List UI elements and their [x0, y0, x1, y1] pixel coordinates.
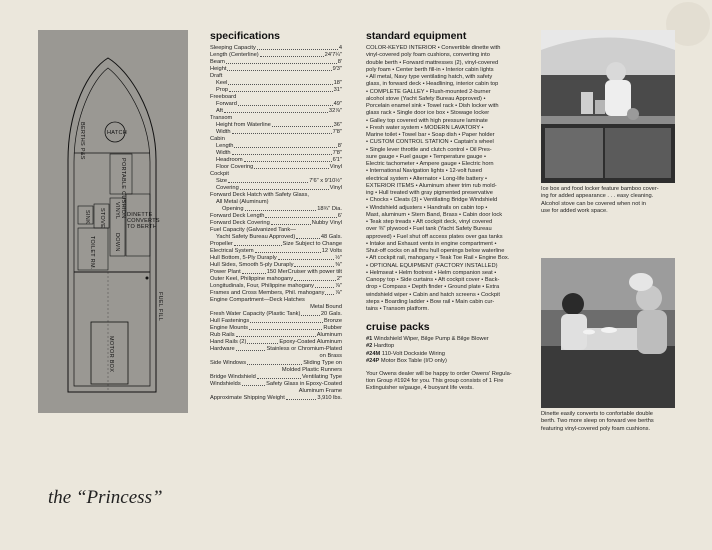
equipment-line: alcohol stove (Yacht Safety Bureau Approved) • — [366, 95, 486, 102]
spec-key: Electrical System — [210, 248, 254, 254]
standard-equipment-title: standard equipment — [366, 30, 467, 42]
cruise-pack-text: Windshield Wiper, Bilge Pump & Bilge Blower — [373, 336, 489, 343]
spec-key: Power Plant — [210, 269, 241, 275]
spec-row — [210, 248, 342, 255]
spec-key: Hull Fastenings — [210, 318, 250, 324]
spec-value: Size Subject to Change — [282, 241, 342, 247]
dot-leader — [294, 262, 334, 267]
dot-leader — [236, 332, 316, 337]
spec-key: All Metal (Aluminum) — [216, 199, 269, 205]
spec-key: Forward Deck Length — [210, 213, 265, 219]
dot-leader — [272, 122, 333, 127]
dot-leader — [242, 381, 265, 386]
spec-row — [210, 262, 342, 269]
equipment-line: sure gauge • Fuel gauge • Temperature gauge • — [366, 153, 487, 160]
standard-equipment-section — [366, 30, 521, 393]
spec-key: Covering — [216, 185, 239, 191]
spec-row — [210, 129, 342, 136]
dot-leader — [271, 220, 311, 225]
spec-row — [210, 227, 342, 234]
cruise-packs-title: cruise packs — [366, 321, 430, 334]
down-label: DOWN — [114, 233, 120, 252]
specifications-title: specifications — [210, 30, 281, 42]
dot-leader — [232, 150, 332, 155]
spec-row — [210, 332, 342, 339]
spec-key: Width — [216, 129, 231, 135]
dot-leader — [224, 108, 328, 113]
equipment-line: Shut-off cocks on all thru hull openings below waterline — [366, 248, 505, 254]
dinette-photo — [541, 258, 675, 408]
equipment-line: COLOR-KEYED INTERIOR • Convertible dinette with — [366, 45, 501, 51]
spec-value: Nubby Vinyl — [311, 220, 342, 226]
spec-key: Hand Rails (2) — [210, 339, 247, 345]
spec-value: 24'7¼" — [324, 52, 342, 58]
spec-value: Aluminum Frame — [298, 388, 342, 394]
spec-row — [210, 101, 342, 108]
standard-equipment-text — [366, 45, 521, 313]
spec-row — [210, 59, 342, 66]
spec-row — [210, 360, 342, 367]
spec-key: Transom — [210, 115, 233, 121]
galley-caption — [541, 186, 677, 215]
dot-leader — [325, 290, 334, 295]
deck-plan — [38, 30, 188, 413]
dot-leader — [236, 346, 266, 351]
spec-value: Stainless or Chromium-Plated — [266, 346, 342, 352]
spec-row — [210, 213, 342, 220]
spec-value: Bronze — [323, 318, 342, 324]
equipment-line: Porcelain enamel sink • Towel rack • Dish locker with — [366, 103, 499, 109]
spec-key: Hardware — [210, 346, 235, 352]
dealer-line: tion Group #1924 for you. This group consists of 1 Fire — [366, 378, 504, 385]
equipment-line: electrical system • Alternator • Long-life battery • — [366, 175, 488, 182]
dot-leader — [238, 101, 333, 106]
equipment-line: ing • Hull treated with gray pigmented preservative — [366, 190, 493, 196]
spec-row — [210, 136, 342, 143]
fuel-fill-label: FUEL FILL — [157, 292, 163, 322]
spec-key: Length (Centerline) — [210, 52, 259, 58]
spec-row — [210, 381, 342, 388]
spec-row — [210, 122, 342, 129]
equipment-line: EXTERIOR ITEMS • Aluminum sheer trim rub mold- — [366, 182, 497, 189]
dinette-label-line: TO BERTH — [127, 224, 158, 230]
cruise-pack-text: 110-Volt Dockside Wiring — [381, 350, 445, 357]
spec-row — [210, 311, 342, 318]
cruise-pack-text: Motor Box Table (I/O only) — [380, 357, 447, 364]
spec-value: 48 Gals. — [320, 234, 342, 240]
dot-leader — [242, 269, 266, 274]
spec-row — [210, 52, 342, 59]
spec-key: Longitudinals, Four, Philippine mahogany — [210, 283, 315, 289]
dot-leader — [234, 143, 336, 148]
dot-leader — [255, 248, 321, 253]
spec-row — [210, 374, 342, 381]
spec-row — [210, 192, 342, 199]
spec-value: 8' — [337, 59, 342, 65]
spec-value: 31" — [333, 87, 342, 93]
dot-leader — [296, 234, 320, 239]
spec-row — [210, 143, 342, 150]
spec-value: Aluminum — [316, 332, 342, 338]
spec-value: 7'8" — [332, 129, 342, 135]
spec-value: 2" — [336, 276, 342, 282]
cruise-pack-item — [366, 343, 521, 350]
dot-leader — [294, 276, 336, 281]
equipment-line: • Teak step treads • Aft cockpit deck, vinyl covered — [366, 219, 493, 225]
spec-row — [210, 367, 342, 374]
spec-key: Bridge Windshield — [210, 374, 256, 380]
dot-leader — [228, 80, 332, 85]
equipment-line: • COMPLETE GALLEY • Flush-mounted 2-burner — [366, 88, 491, 95]
spec-value: 7'6" x 9'10½" — [309, 178, 342, 184]
caption-line: ing for added appearance . . . easy cleaning. — [541, 193, 654, 200]
spec-value: on Brass — [319, 353, 342, 359]
berths-label: BERTHS P&S — [79, 122, 85, 160]
spec-key: Width — [216, 150, 231, 156]
spec-key: Forward Deck Hatch with Safety Glass, — [210, 192, 309, 198]
spec-value: 18¾" Dia. — [317, 206, 342, 212]
equipment-line: • Intake and Exhaust vents in engine compartment • — [366, 240, 497, 247]
equipment-line: Canopy top • Side curtains • Aft cockpit cover • Back- — [366, 277, 500, 283]
spec-row — [210, 339, 342, 346]
spec-row — [210, 276, 342, 283]
spec-row — [210, 234, 342, 241]
caption-line: use for added work space. — [541, 207, 608, 214]
spec-row — [210, 220, 342, 227]
equipment-line: • Aft cockpit rail, mahogany • Teak Toe Rail • Engine Box. — [366, 255, 510, 262]
cruise-pack-code: #24P — [366, 357, 380, 364]
spec-key: Sleeping Capacity — [210, 45, 256, 51]
spec-row — [210, 178, 342, 185]
spec-row — [210, 115, 342, 122]
spec-key: Keel — [216, 80, 228, 86]
spec-value: Rubber — [323, 325, 342, 331]
spec-value: 8' — [337, 143, 342, 149]
dot-leader — [250, 318, 323, 323]
spec-value: 20 Gals. — [320, 311, 342, 317]
dinette-label-line: DINETTE — [127, 212, 153, 218]
spec-row — [210, 94, 342, 101]
spec-key: Beam — [210, 59, 225, 65]
equipment-line: approved) • Fuel shut off access plates over gas tanks — [366, 233, 503, 240]
spec-row — [210, 66, 342, 73]
dot-leader — [286, 395, 317, 400]
dot-leader — [245, 206, 317, 211]
dot-leader — [240, 185, 329, 190]
spec-key: Height — [210, 66, 227, 72]
spec-key: Length — [216, 143, 234, 149]
dealer-line: Your Owens dealer will be happy to order Owens' Regula- — [366, 371, 512, 378]
equipment-line: Marine toilet • Towel bar • Soap dish • Paper holder — [366, 132, 495, 138]
cruise-pack-code: #1 — [366, 336, 373, 343]
equipment-line: windshield wiper • Cabin and hatch screens • Cockpit — [366, 291, 500, 298]
dealer-note — [366, 371, 521, 393]
spec-key: Aft — [216, 108, 223, 114]
spec-key: Windshields — [210, 381, 241, 387]
galley-photo — [541, 30, 675, 183]
dinette-photo-image — [541, 258, 675, 408]
spec-row — [210, 297, 342, 304]
spec-key: Opening — [222, 206, 244, 212]
dot-leader — [249, 325, 322, 330]
spec-key: Cockpit — [210, 171, 229, 177]
dinette-label-line: CONVERTS — [127, 218, 160, 224]
toilet-room-label: TOILET RM. — [89, 236, 95, 270]
spec-value: 7'8" — [332, 150, 342, 156]
spec-value: Molded Plastic Runners — [281, 367, 342, 373]
spec-row — [210, 388, 342, 395]
caption-line: Alcohol stove can be covered when not in — [541, 200, 646, 207]
spec-value: 3,910 lbs. — [317, 395, 342, 401]
dinette-caption — [541, 411, 677, 433]
cruise-pack-text: Hardtop — [373, 343, 395, 350]
spec-value: 150 MerCruiser with power tilt — [266, 269, 342, 275]
spec-key: Outer Keel, Philippine mahogany — [210, 276, 294, 282]
equipment-line: • Windshield adjusters • Handrails on cabin top • — [366, 204, 488, 211]
equipment-line: • Single lever throttle and clutch control • Oil Pres- — [366, 146, 492, 153]
spec-key: Headroom — [216, 157, 243, 163]
dot-leader — [229, 87, 333, 92]
spec-value: 6' — [337, 213, 342, 219]
specifications-list — [210, 45, 342, 402]
caption-line: berth. Two more sleep on forward vee berths — [541, 418, 654, 425]
spec-key: Fresh Water Capacity (Plastic Tank) — [210, 311, 301, 317]
motor-box-label: MOTOR BOX — [108, 336, 114, 373]
equipment-line: Mast, aluminum • Stern Band, Brass • Cabin door lock — [366, 211, 503, 218]
dot-leader — [227, 66, 331, 71]
spec-key: Floor Covering — [216, 164, 254, 170]
spec-key: Rub Rails — [210, 332, 235, 338]
equipment-line: • Fresh water system • MODERN LAVATORY • — [366, 124, 484, 131]
dot-leader — [278, 255, 335, 260]
dot-leader — [232, 129, 332, 134]
spec-row — [210, 283, 342, 290]
spec-value: 32⅞" — [328, 108, 342, 114]
dinette-label — [127, 212, 160, 230]
spec-value: 9'3" — [332, 66, 342, 72]
spec-key: Draft — [210, 73, 223, 79]
spec-value: Epoxy-Coated Aluminum — [279, 339, 342, 345]
spec-key: Approximate Shipping Weight — [210, 395, 285, 401]
spec-row — [210, 353, 342, 360]
cruise-pack-item — [366, 358, 521, 365]
spec-value: 6'1" — [332, 157, 342, 163]
spec-row — [210, 255, 342, 262]
spec-row — [210, 325, 342, 332]
spec-key: Side Windows — [210, 360, 247, 366]
dot-leader — [315, 283, 334, 288]
equipment-line: • CUSTOM CONTROL STATION • Captain's wheel — [366, 139, 494, 146]
equipment-line: glass, in forward deck • Headlining, interior cabin top — [366, 81, 499, 88]
equipment-line: tains • Transom platform. — [366, 306, 429, 312]
spec-row — [210, 73, 342, 80]
dot-leader — [234, 241, 282, 246]
equipment-line: steps • Boarding ladder • Bow rail • Main cabin cur- — [366, 298, 495, 305]
cruise-packs-list — [366, 336, 521, 365]
specifications-section — [210, 30, 342, 402]
spec-row — [210, 346, 342, 353]
page-title: the “Princess” — [48, 487, 163, 508]
equipment-line: • OPTIONAL EQUIPMENT (FACTORY INSTALLED) — [366, 262, 498, 269]
spec-row — [210, 108, 342, 115]
spec-key: Hull Sides, Smooth 5-ply Duraply — [210, 262, 294, 268]
dot-leader — [247, 339, 278, 344]
dot-leader — [301, 311, 319, 316]
galley-photo-image — [541, 30, 675, 183]
spec-row — [210, 206, 342, 213]
portable-cushion-label: PORTABLE CUSHION — [120, 158, 126, 219]
caption-line: Ice box and food locker feature bamboo cover- — [541, 186, 659, 192]
equipment-line: Electric tachometer • Ampere gauge • Electric horn — [366, 161, 494, 167]
dot-leader — [265, 213, 336, 218]
equipment-line: glass rack • Single door ice box • Stowage locker — [366, 110, 490, 117]
caption-line: featuring vinyl-covered poly foam cushions. — [541, 425, 651, 432]
spec-row — [210, 157, 342, 164]
dot-leader — [257, 45, 338, 50]
equipment-line: over ⅜" plywood • Fuel tank (Yacht Safety Bureau — [366, 226, 492, 233]
spec-value: Vinyl — [329, 164, 342, 170]
spec-key: Fuel Capacity (Galvanized Tank— — [210, 227, 296, 233]
spec-key: Yacht Safety Bureau Approved) — [216, 234, 296, 240]
dot-leader — [257, 374, 301, 379]
cruise-pack-item — [366, 351, 521, 358]
spec-key: Engine Mounts — [210, 325, 248, 331]
sink-label: SINK — [84, 210, 90, 225]
dot-leader — [247, 360, 302, 365]
spec-value: 49" — [333, 101, 342, 107]
spec-row — [210, 80, 342, 87]
dot-leader — [226, 59, 337, 64]
spec-row — [210, 199, 342, 206]
spec-row — [210, 395, 342, 402]
spec-value: ⅞" — [335, 290, 342, 296]
spec-row — [210, 87, 342, 94]
spec-row — [210, 241, 342, 248]
hatch-label: HATCH — [107, 130, 128, 136]
dealer-line: Extinguisher w/gauge, 4 buoyant life vests. — [366, 385, 474, 392]
spec-key: Forward Deck Covering — [210, 220, 270, 226]
dot-leader — [228, 178, 308, 183]
spec-value: ⅞" — [335, 283, 342, 289]
cruise-pack-item — [366, 336, 521, 343]
spec-row — [210, 45, 342, 52]
equipment-line: • International Navigation lights • 12-volt fused — [366, 168, 482, 175]
spec-row — [210, 290, 342, 297]
dot-leader — [260, 52, 324, 57]
spec-key: Freeboard — [210, 94, 237, 100]
caption-line: Dinette easily converts to confortable double — [541, 411, 653, 417]
spec-value: Sliding Type on — [303, 360, 342, 366]
spec-value: 18" — [333, 80, 342, 86]
spec-key: Engine Compartment—Deck Hatches — [210, 297, 305, 303]
spec-value: Safety Glass in Epoxy-Coated — [266, 381, 342, 387]
spec-row — [210, 164, 342, 171]
spec-value: 12 Volts — [321, 248, 342, 254]
equipment-line: • All metal, Navy type ventilating hatch, with safety — [366, 74, 493, 80]
cruise-pack-code: #24M — [366, 350, 381, 357]
spec-key: Height from Waterline — [216, 122, 271, 128]
spec-value: Metal Bound — [310, 304, 342, 310]
spec-row — [210, 150, 342, 157]
spec-key: Propeller — [210, 241, 233, 247]
equipment-line: poly foam • Center berth fill-in • Interior cabin lights — [366, 66, 494, 73]
equipment-line: drop • Compass • Depth finder • Ground plate • Extra — [366, 284, 500, 291]
spec-row — [210, 269, 342, 276]
spec-key: Hull Bottom, 5-Ply Duraply — [210, 255, 277, 261]
equipment-line: double berth • Forward mattresses (2), vinyl-covered — [366, 59, 499, 66]
equipment-line: vinyl-covered poly foam cushions, converting into — [366, 52, 490, 59]
spec-key: Cabin — [210, 136, 225, 142]
spec-row — [210, 304, 342, 311]
spec-key: Forward — [216, 101, 237, 107]
spec-value: ⅜" — [335, 262, 342, 268]
spec-row — [210, 318, 342, 325]
spec-value: Ventilating Type — [301, 374, 342, 380]
spec-key: Size — [216, 178, 228, 184]
equipment-line: • Chocks • Cleats (3) • Ventilating Bridge Windshield — [366, 197, 498, 204]
spec-value: 4 — [338, 45, 342, 51]
spec-row — [210, 185, 342, 192]
spec-value: ½" — [335, 255, 342, 261]
spec-row — [210, 171, 342, 178]
equipment-line: • Galley top covered with high pressure laminate — [366, 117, 488, 124]
vinyl-label: VINYL — [114, 202, 120, 220]
spec-value: 36" — [333, 122, 342, 128]
equipment-line: • Helmseat • Helm footrest • Helm companion seat • — [366, 269, 497, 276]
spec-key: Frames and Cross Members, Phil. mahogany — [210, 290, 325, 296]
spec-value: Vinyl — [329, 185, 342, 191]
cruise-pack-code: #2 — [366, 343, 373, 350]
spec-key: Prop — [216, 87, 229, 93]
dot-leader — [254, 164, 328, 169]
stove-label: STOVE — [99, 208, 105, 229]
dot-leader — [244, 157, 332, 162]
